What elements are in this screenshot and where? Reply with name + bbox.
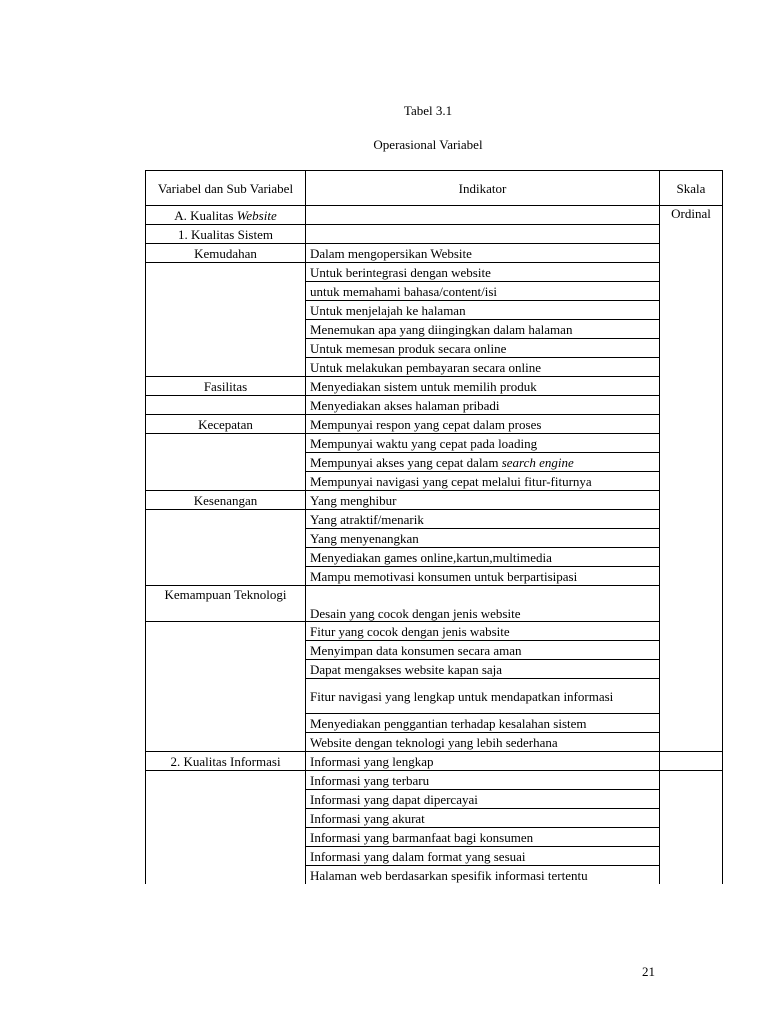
indikator-cell: Untuk memesan produk secara online xyxy=(306,339,660,358)
indikator-italic-text: search engine xyxy=(501,454,574,470)
table-row xyxy=(146,622,723,641)
indikator-cell: Dalam mengopersikan Website xyxy=(306,244,660,263)
indikator-cell: Menyimpan data konsumen secara aman xyxy=(306,641,660,660)
table-row xyxy=(146,225,723,244)
table-row xyxy=(146,752,723,771)
indikator-cell: Mampu memotivasi konsumen untuk berpartisipasi xyxy=(306,567,660,586)
indikator-cell: Menyediakan games online,kartun,multimedia xyxy=(306,548,660,567)
indikator-cell: Informasi yang akurat xyxy=(306,809,660,828)
variabel-text: A. Kualitas xyxy=(174,207,237,223)
variabel-cell-empty xyxy=(146,622,306,752)
skala-cell-empty xyxy=(660,771,723,885)
indikator-cell: Untuk berintegrasi dengan website xyxy=(306,263,660,282)
indikator-cell: Mempunyai waktu yang cepat pada loading xyxy=(306,434,660,453)
header-row xyxy=(146,171,723,206)
indikator-cell: Untuk menjelajah ke halaman xyxy=(306,301,660,320)
variabel-cell-empty xyxy=(146,396,306,415)
table-row xyxy=(146,377,723,396)
indikator-cell: Fitur yang cocok dengan jenis wabsite xyxy=(306,622,660,641)
table-row xyxy=(146,510,723,529)
indikator-cell: Menyediakan penggantian terhadap kesalahan sistem xyxy=(306,714,660,733)
variabel-cell: Fasilitas xyxy=(146,377,306,396)
header-variabel: Variabel dan Sub Variabel xyxy=(146,171,306,206)
skala-cell: Ordinal xyxy=(660,206,723,752)
page-number: 21 xyxy=(642,964,655,979)
indikator-cell: Informasi yang dapat dipercayai xyxy=(306,790,660,809)
header-indikator: Indikator xyxy=(306,171,660,206)
variabel-cell xyxy=(146,206,306,225)
indikator-cell: Informasi yang dalam format yang sesuai xyxy=(306,847,660,866)
variabel-cell-empty xyxy=(146,510,306,586)
table-row xyxy=(146,491,723,510)
variabel-cell: Kecepatan xyxy=(146,415,306,434)
indikator-text: Mempunyai akses yang cepat dalam xyxy=(310,454,502,470)
indikator-cell: Yang menyenangkan xyxy=(306,529,660,548)
variabel-cell: Kesenangan xyxy=(146,491,306,510)
variabel-cell-empty xyxy=(146,434,306,491)
indikator-cell: Halaman web berdasarkan spesifik informasi tertentu xyxy=(306,866,660,885)
indikator-cell: Yang atraktif/menarik xyxy=(306,510,660,529)
indikator-cell: Mempunyai respon yang cepat dalam proses xyxy=(306,415,660,434)
indikator-cell: Informasi yang lengkap xyxy=(306,752,660,771)
indikator-cell: Yang menghibur xyxy=(306,491,660,510)
skala-cell-empty xyxy=(660,752,723,771)
table-row xyxy=(146,415,723,434)
indikator-cell: Menyediakan sistem untuk memilih produk xyxy=(306,377,660,396)
indikator-cell: Menyediakan akses halaman pribadi xyxy=(306,396,660,415)
indikator-cell: Untuk melakukan pembayaran secara online xyxy=(306,358,660,377)
table-subtitle: Operasional Variabel xyxy=(373,137,483,152)
variabel-cell: Kemudahan xyxy=(146,244,306,263)
header-skala: Skala xyxy=(660,171,723,206)
table-row xyxy=(146,396,723,415)
variabel-italic-text: Website xyxy=(236,207,277,223)
indikator-cell xyxy=(306,225,660,244)
indikator-cell: untuk memahami bahasa/content/isi xyxy=(306,282,660,301)
indikator-cell: Menemukan apa yang diingingkan dalam halaman xyxy=(306,320,660,339)
table-row xyxy=(146,263,723,282)
indikator-cell: Dapat mengakses website kapan saja xyxy=(306,660,660,679)
table-row xyxy=(146,206,723,225)
variabel-cell: 2. Kualitas Informasi xyxy=(146,752,306,771)
indikator-cell: Informasi yang terbaru xyxy=(306,771,660,790)
indikator-cell: Website dengan teknologi yang lebih sederhana xyxy=(306,733,660,752)
variabel-cell: 1. Kualitas Sistem xyxy=(146,225,306,244)
table-title: Tabel 3.1 xyxy=(403,103,453,118)
indikator-cell xyxy=(306,206,660,225)
table-row xyxy=(146,586,723,622)
variabel-cell: Kemampuan Teknologi xyxy=(146,586,306,622)
table-row xyxy=(146,434,723,453)
variabel-cell-empty xyxy=(146,263,306,377)
table-row xyxy=(146,244,723,263)
variabel-cell-empty xyxy=(146,771,306,885)
table-row xyxy=(146,771,723,790)
operasional-variabel-table xyxy=(145,170,723,884)
indikator-cell: Informasi yang barmanfaat bagi konsumen xyxy=(306,828,660,847)
indikator-cell: Desain yang cocok dengan jenis website xyxy=(306,586,660,622)
indikator-cell xyxy=(306,453,660,472)
indikator-cell: Mempunyai navigasi yang cepat melalui fitur-fiturnya xyxy=(306,472,660,491)
indikator-cell: Fitur navigasi yang lengkap untuk mendapatkan informasi xyxy=(306,679,660,714)
